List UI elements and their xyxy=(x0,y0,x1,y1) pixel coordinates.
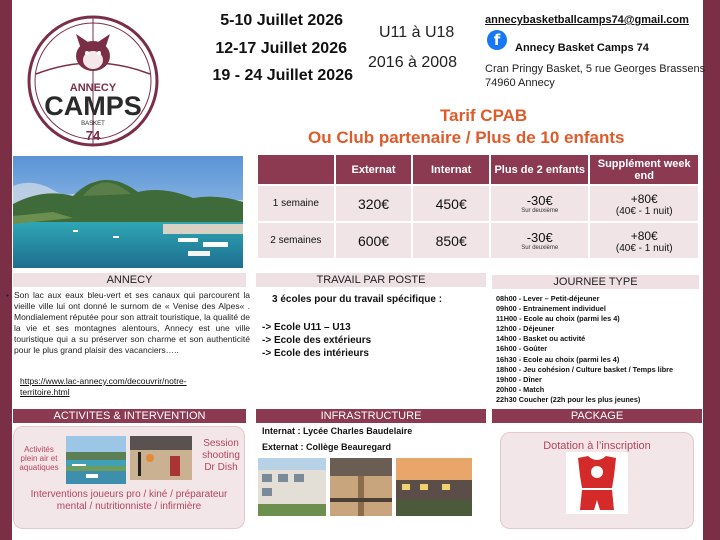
supplement-cell xyxy=(589,185,699,222)
activites-left-line: Activités xyxy=(24,445,54,454)
camps-logo xyxy=(24,12,162,150)
supplement-value: +80€ xyxy=(630,228,658,243)
travail-header: TRAVAIL PAR POSTE xyxy=(256,273,486,287)
supplement-note: (40€ - 1 nuit) xyxy=(615,205,673,217)
activites-right-label xyxy=(196,438,246,474)
discount-note: Sur deuxième xyxy=(521,245,559,251)
logo-line4: 74 xyxy=(85,128,101,143)
list-item: 16h30 - Ecole au choix (parmi les 4) xyxy=(496,354,620,364)
header-externat: Externat xyxy=(335,154,413,185)
list-item: 11H00 - Ecole au choix (parmi les 4) xyxy=(496,314,620,324)
package-text: Dotation à l’inscription xyxy=(543,440,651,452)
discount-cell xyxy=(490,185,589,222)
tarif-subtitle: Ou Club partenaire / Plus de 10 enfants xyxy=(308,128,625,147)
supplement-cell xyxy=(589,222,699,259)
table-row xyxy=(257,222,699,259)
shooting-photo xyxy=(130,436,192,480)
date-3: 19 - 24 Juillet 2026 xyxy=(212,67,353,84)
infrastructure-header: INFRASTRUCTURE xyxy=(256,409,486,423)
supplement-value: +80€ xyxy=(630,191,658,206)
email-link[interactable]: annecybasketballcamps74@gmail.com xyxy=(485,14,689,26)
ecole-item: -> Ecole U11 – U13 xyxy=(262,322,351,333)
college-photo xyxy=(396,458,472,516)
annecy-link[interactable] xyxy=(20,376,220,398)
facebook-icon[interactable]: f xyxy=(487,30,507,50)
annecy-link-line1[interactable]: https://www.lac-annecy.com/decouvrir/notre- xyxy=(20,376,187,386)
date-1: 5-10 Juillet 2026 xyxy=(220,12,343,29)
logo-line2: CAMPS xyxy=(44,91,142,121)
lycee-photo xyxy=(258,458,326,516)
interventions-line: mental / nutritionniste / infirmière xyxy=(56,501,202,512)
journee-header: JOURNEE TYPE xyxy=(492,275,699,289)
annecy-link-line2[interactable]: territoire.html xyxy=(20,387,70,397)
externat-price: 600€ xyxy=(335,222,413,259)
discount-value: -30€ xyxy=(526,193,553,208)
activites-right-line: Dr Dish xyxy=(204,462,238,473)
activites-left-label xyxy=(16,445,62,472)
activites-left-line: plein air et xyxy=(20,454,58,463)
table-row xyxy=(257,185,699,222)
list-item: 20h00 - Match xyxy=(496,384,545,394)
annecy-description xyxy=(6,290,250,356)
right-band xyxy=(703,0,720,540)
list-item: 22h30 Coucher (22h pour les plus jeunes) xyxy=(496,394,641,404)
list-item: 14h00 - Basket ou activité xyxy=(496,334,586,344)
supplement-note: (40€ - 1 nuit) xyxy=(615,242,673,254)
price-table-header-row xyxy=(257,154,699,185)
annecy-header: ANNECY xyxy=(13,273,246,287)
list-item: 09h00 - Entrainement individuel xyxy=(496,304,606,314)
ecole-item: -> Ecole des intérieurs xyxy=(262,348,369,359)
birth-years: 2016 à 2008 xyxy=(368,54,457,71)
club-name: Annecy Basket Camps 74 xyxy=(515,42,649,54)
bullet-icon: • xyxy=(6,290,9,300)
interventions-line: Interventions joueurs pro / kiné / préparateur xyxy=(30,489,228,500)
price-table xyxy=(256,153,700,260)
annecy-text: Son lac aux eaux bleu-vert et ses canaux qui parcourent la vieille ville lui ont donné le surnom de « Venise des Alpes« . Mondialement réputée pour son attrait touristique, la qualité de la vie et ses montagnes alentours, Annecy est une ville touristique qui a su préserver son charme et son authenticité pour le plus grand plaisir des vacanciers….. xyxy=(14,290,250,355)
header-internat: Internat xyxy=(412,154,490,185)
list-item: 18h00 - Jeu cohésion / Culture basket / Temps libre xyxy=(496,364,674,374)
interventions-text xyxy=(16,489,242,513)
internat-price: 450€ xyxy=(412,185,490,222)
list-item: 08h00 - Lever – Petit-déjeuner xyxy=(496,294,600,303)
date-2: 12-17 Juillet 2026 xyxy=(215,40,347,57)
activites-left-line: aquatiques xyxy=(19,463,59,472)
logo-line3: BASKET xyxy=(81,121,105,127)
age-range: U11 à U18 xyxy=(379,24,455,41)
internat-price: 850€ xyxy=(412,222,490,259)
activites-header: ACTIVITES & INTERVENTION xyxy=(13,409,246,423)
infrastructure-internat: Internat : Lycée Charles Baudelaire xyxy=(262,426,413,436)
list-item: 19h00 - Dîner xyxy=(496,374,542,384)
activites-right-line: shooting xyxy=(202,450,240,461)
row-label: 1 semaine xyxy=(257,185,335,222)
activites-right-line: Session xyxy=(203,438,239,449)
address-line1: Cran Pringy Basket, 5 rue Georges Brassens xyxy=(485,63,706,75)
header-empty xyxy=(257,154,335,185)
journee-list xyxy=(496,294,673,405)
address-line2: 74960 Annecy xyxy=(485,77,555,89)
row-label: 2 semaines xyxy=(257,222,335,259)
outdoor-photo-2 xyxy=(66,466,126,484)
discount-cell xyxy=(490,222,589,259)
discount-note: Sur deuxième xyxy=(521,208,559,214)
discount-value: -30€ xyxy=(526,230,553,245)
travail-title: 3 écoles pour du travail spécifique : xyxy=(272,294,443,305)
ecole-item: -> Ecole des extérieurs xyxy=(262,335,372,346)
infrastructure-externat: Externat : Collège Beauregard xyxy=(262,442,392,452)
list-item: 16h00 - Goûter xyxy=(496,344,548,354)
jersey-icon xyxy=(566,452,628,514)
gym-photo xyxy=(330,458,392,516)
logo-line1: ANNECY xyxy=(69,82,117,94)
tarif-title: Tarif CPAB xyxy=(440,106,528,125)
header-supplement: Supplément week end xyxy=(589,154,699,185)
lake-photo xyxy=(13,156,243,268)
package-header: PACKAGE xyxy=(492,409,702,423)
list-item: 12h00 - Déjeuner xyxy=(496,324,555,334)
header-discount: Plus de 2 enfants xyxy=(490,154,589,185)
externat-price: 320€ xyxy=(335,185,413,222)
